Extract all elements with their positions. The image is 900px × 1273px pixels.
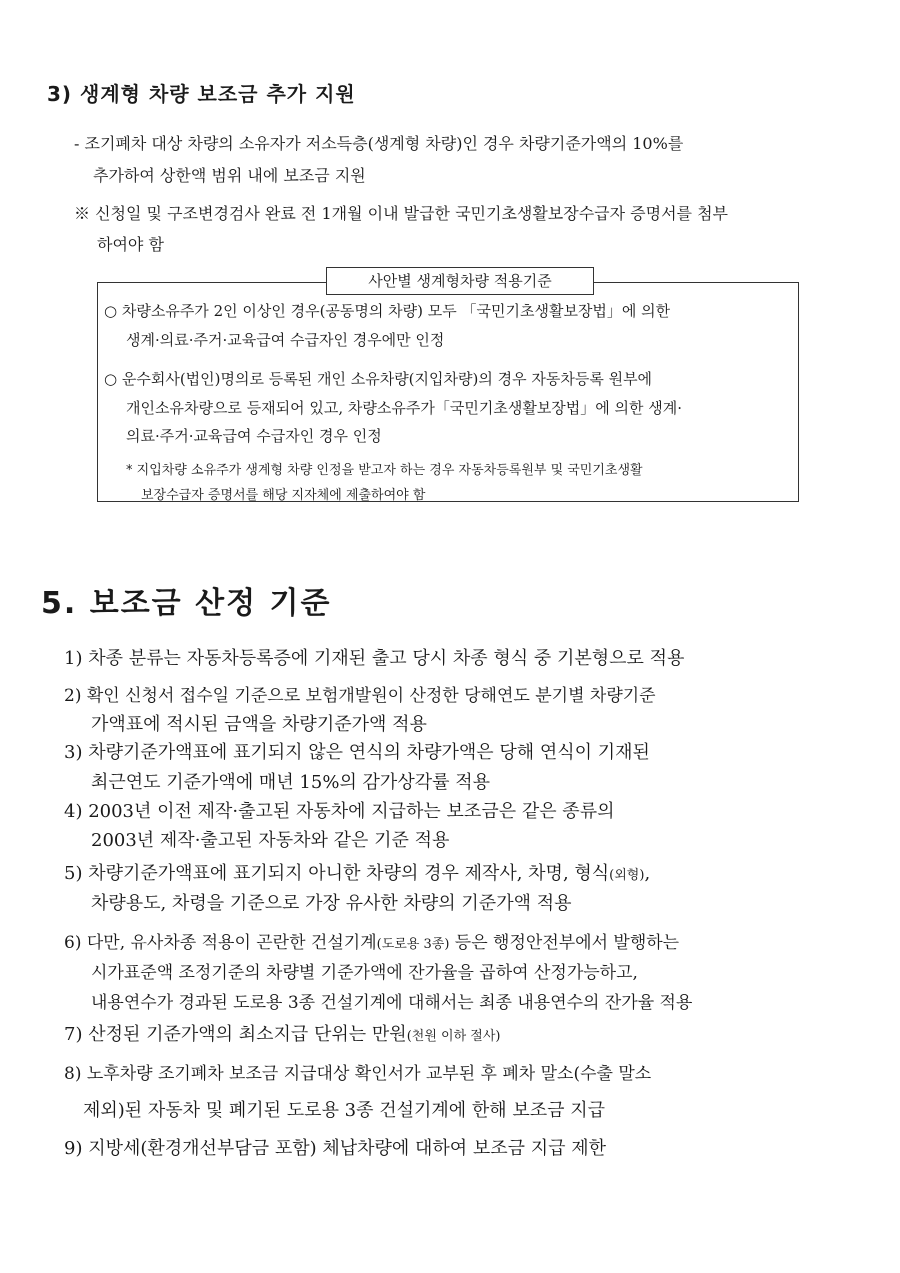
criteria-note: * 지입차량 소유주가 생계형 차량 인정을 받고자 하는 경우 자동차등록원부 및 국민기초생활 [126, 463, 643, 478]
list-item: 2003년 제작·출고된 자동차와 같은 기준 적용 [91, 830, 450, 851]
list-item: 4) 2003년 이전 제작·출고된 자동차에 지급하는 보조금은 같은 종류의 [64, 801, 615, 822]
criteria-item: 개인소유차량으로 등재되어 있고, 차량소유주가「국민기초생활보장법」에 의한 생계· [126, 399, 683, 417]
list-item-text: , [644, 863, 651, 884]
list-item-text: 등은 행정안전부에서 발행하는 [449, 933, 680, 953]
list-item-small-text: (도로용 3종) [376, 937, 450, 952]
list-item: 차량용도, 차령을 기준으로 가장 유사한 차량의 기준가액 적용 [91, 893, 572, 914]
list-item-text: 6) 다만, 유사차종 적용이 곤란한 건설기계 [64, 933, 377, 953]
list-item: 최근연도 기준가액에 매년 15%의 감가상각률 적용 [91, 772, 490, 793]
criteria-item: ○ 차량소유주가 2인 이상인 경우(공동명의 차량) 모두 「국민기초생활보장법」에 의한 [104, 302, 671, 320]
list-item: 제외)된 자동차 및 폐기된 도로용 3종 건설기계에 한해 보조금 지급 [83, 1100, 606, 1121]
list-item: 3) 차량기준가액표에 표기되지 않은 연식의 차량가액은 당해 연식이 기재된 [64, 742, 650, 763]
note-text: ※ 신청일 및 구조변경검사 완료 전 1개월 이내 발급한 국민기초생활보장수급자 증명서를 첨부 [74, 204, 728, 223]
list-item: 9) 지방세(환경개선부담금 포함) 체납차량에 대하여 보조금 지급 제한 [64, 1138, 607, 1159]
body-text: - 조기폐차 대상 차량의 소유자가 저소득층(생계형 차량)인 경우 차량기준가액의 10%를 [74, 134, 684, 153]
list-item: 시가표준액 조정기준의 차량별 기준가액에 잔가율을 곱하여 산정가능하고, [91, 963, 638, 983]
list-item: 8) 노후차량 조기폐차 보조금 지급대상 확인서가 교부된 후 폐차 말소(수출 말소 [64, 1064, 652, 1084]
list-item-text: 7) 산정된 기준가액의 최소지급 단위는 만원 [64, 1024, 407, 1045]
criteria-box-title: 사안별 생계형차량 적용기준 [326, 267, 594, 295]
list-item: 가액표에 적시된 금액을 차량기준가액 적용 [91, 714, 427, 735]
criteria-note: 보장수급자 증명서를 해당 지자체에 제출하여야 함 [141, 488, 426, 503]
criteria-item: 의료·주거·교육급여 수급자인 경우 인정 [126, 427, 382, 445]
section-heading: 3) 생계형 차량 보조금 추가 지원 [47, 82, 356, 106]
list-item [64, 859, 650, 885]
section-heading: 5. 보조금 산정 기준 [41, 586, 332, 621]
list-item-small-text: (외형) [609, 868, 645, 883]
list-item [64, 928, 679, 953]
list-item-text: 5) 차량기준가액표에 표기되지 아니한 차량의 경우 제작사, 차명, 형식 [64, 863, 610, 884]
list-item [64, 1020, 500, 1046]
criteria-item: 생계·의료·주거·교육급여 수급자인 경우에만 인정 [126, 331, 445, 349]
list-item: 내용연수가 경과된 도로용 3종 건설기계에 대해서는 최종 내용연수의 잔가율 적용 [91, 993, 693, 1013]
list-item: 2) 확인 신청서 접수일 기준으로 보험개발원이 산정한 당해연도 분기별 차량기준 [64, 686, 656, 706]
body-text: 추가하여 상한액 범위 내에 보조금 지원 [93, 166, 366, 185]
criteria-item: ○ 운수회사(법인)명의로 등록된 개인 소유차량(지입차량)의 경우 자동차등록 원부에 [104, 370, 653, 388]
list-item: 1) 차종 분류는 자동차등록증에 기재된 출고 당시 차종 형식 중 기본형으로 적용 [64, 648, 685, 669]
note-text: 하여야 함 [97, 235, 164, 254]
list-item-small-text: (천원 이하 절사) [406, 1029, 501, 1044]
